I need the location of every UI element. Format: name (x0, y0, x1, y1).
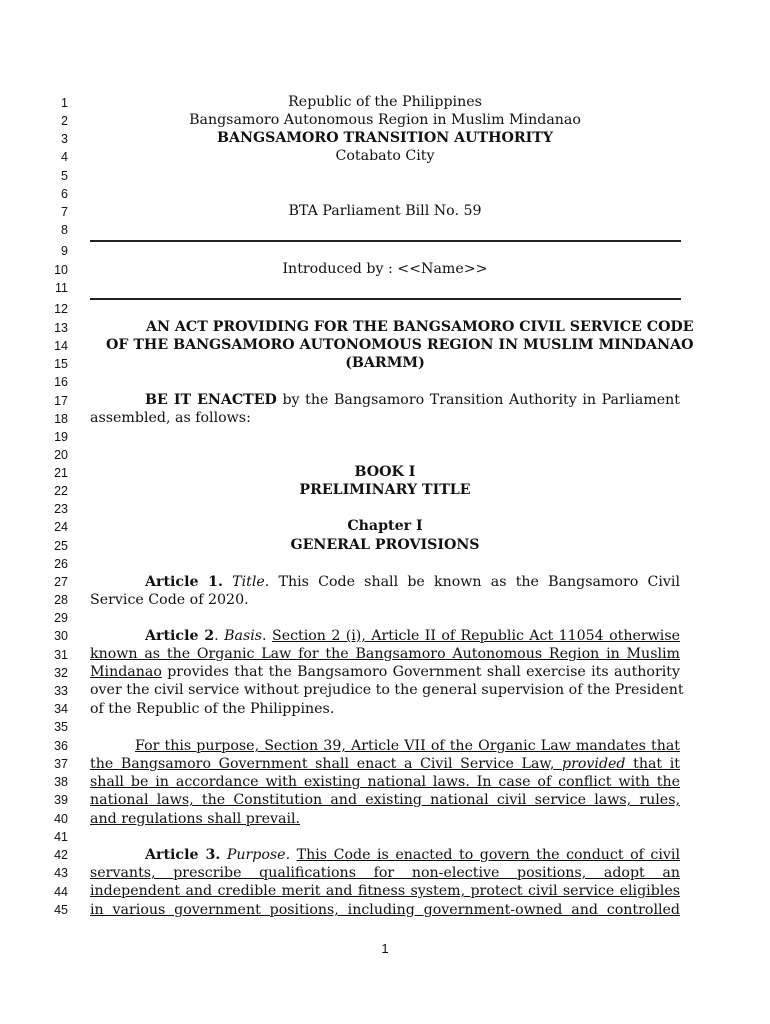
line-number: 35 (54, 720, 68, 734)
article3-line3: independent and credible merit and fitness system, protect civil service eligibles (90, 883, 680, 899)
line-number: 27 (54, 575, 68, 589)
article2-line4: over the civil service without prejudice to the general supervision of the President (90, 682, 684, 698)
line-number: 15 (54, 357, 68, 371)
line-number: 22 (54, 484, 68, 498)
article3-heading: Purpose. (226, 847, 291, 863)
article2-para2-line2 (90, 755, 680, 773)
article2-text-1: Section 2 (i), Article II of Republic Act 11054 otherwise (271, 628, 681, 644)
article3-label: Article 3. (145, 847, 221, 863)
article2-text-3u: Mindanao (90, 664, 162, 680)
article3-text-1: This Code is enacted to govern the conduct of civil (296, 847, 681, 863)
line-number: 34 (54, 702, 68, 716)
line-number: 3 (61, 132, 68, 146)
page-number: 1 (381, 941, 389, 956)
article2-para2-text-2a: the Bangsamoro Government shall enact a Civil Service Law, (90, 756, 562, 772)
act-title-line3: (BARMM) (345, 355, 425, 371)
article1-line2: Service Code of 2020. (90, 592, 249, 608)
line-number: 37 (54, 757, 68, 771)
article3-line2: servants, prescribe qualifications for non-elective positions, adopt an (90, 865, 680, 881)
line-number: 30 (54, 629, 68, 643)
line-number: 29 (54, 611, 68, 625)
line-number: 11 (55, 281, 68, 295)
line-number: 18 (54, 412, 68, 426)
line-number: 19 (54, 430, 68, 444)
article2-line5: of the Republic of the Philippines. (90, 701, 335, 717)
act-title-line2: OF THE BANGSAMORO AUTONOMOUS REGION IN MUSLIM MINDANAO (106, 337, 694, 353)
header-authority: BANGSAMORO TRANSITION AUTHORITY (217, 130, 553, 146)
article1-line1 (145, 573, 680, 591)
article2-para2-line4: national laws, the Constitution and existing national civil service laws, rules, (90, 792, 680, 808)
line-number: 23 (54, 502, 68, 516)
article2-heading: Basis. (224, 628, 267, 644)
act-title-line1: AN ACT PROVIDING FOR THE BANGSAMORO CIVIL SERVICE CODE (146, 319, 694, 335)
line-number: 33 (54, 684, 68, 698)
article3-line4: in various government positions, including government-owned and controlled (90, 902, 680, 918)
line-number: 1 (61, 96, 68, 110)
line-number: 36 (54, 739, 68, 753)
line-number: 7 (61, 205, 68, 219)
article1-heading: Title. (232, 574, 270, 590)
line-number: 21 (54, 466, 68, 480)
line-number: 40 (54, 812, 68, 826)
book-title: PRELIMINARY TITLE (299, 482, 471, 498)
line-number: 9 (61, 244, 68, 258)
article2-label: Article 2 (145, 628, 215, 644)
line-number: 44 (54, 885, 68, 899)
line-number: 12 (54, 302, 68, 316)
chapter-label: Chapter I (347, 518, 423, 534)
header-city: Cotabato City (335, 148, 435, 164)
article2-para2-italic: provided (561, 756, 626, 772)
line-number: 2 (61, 114, 68, 128)
line-number: 26 (54, 557, 68, 571)
line-number: 4 (61, 150, 68, 164)
line-number: 20 (54, 448, 68, 462)
book-label: BOOK I (354, 464, 416, 480)
line-number: 17 (54, 394, 68, 408)
introduced-by: Introduced by : <<Name>> (282, 261, 488, 277)
article2-para2-line3: shall be in accordance with existing national laws. In case of conflict with the (90, 774, 680, 790)
line-number: 32 (54, 666, 68, 680)
line-number: 25 (54, 539, 68, 553)
chapter-title: GENERAL PROVISIONS (290, 537, 480, 553)
article2-line2: known as the Organic Law for the Bangsamoro Autonomous Region in Muslim (90, 646, 680, 662)
line-number: 39 (54, 793, 68, 807)
line-number: 14 (54, 339, 68, 353)
enacting-rest: by the Bangsamoro Transition Authority in Parliament (276, 392, 681, 408)
article2-para2-text-2b: that it (625, 756, 680, 772)
article2-para2-line1: For this purpose, Section 39, Article VII of the Organic Law mandates that (135, 738, 680, 754)
article1-label: Article 1. (145, 574, 223, 590)
line-number: 6 (61, 187, 68, 201)
divider-bottom (90, 298, 681, 300)
article2-line1 (145, 627, 680, 645)
enacting-clause-line2: assembled, as follows: (90, 410, 251, 426)
line-number: 45 (54, 903, 68, 917)
line-number: 42 (54, 848, 68, 862)
line-number: 41 (54, 830, 68, 844)
article3-line1 (145, 846, 680, 864)
header-region: Bangsamoro Autonomous Region in Muslim Mindanao (189, 112, 581, 128)
article2-dot: . (214, 628, 225, 644)
line-number: 8 (61, 223, 68, 237)
article1-text: This Code shall be known as the Bangsamoro Civil (269, 574, 680, 590)
bill-number: BTA Parliament Bill No. 59 (288, 203, 482, 219)
article2-text-3: provides that the Bangsamoro Government shall exercise its authority (161, 664, 680, 680)
enacting-clause-line1 (145, 391, 680, 409)
line-number: 31 (54, 648, 68, 662)
divider-top (90, 240, 681, 242)
header-republic: Republic of the Philippines (288, 94, 482, 110)
line-number: 38 (54, 775, 68, 789)
enacting-bold: BE IT ENACTED (145, 392, 277, 408)
line-number: 5 (61, 169, 68, 183)
article2-line3 (90, 663, 680, 681)
line-number: 43 (54, 866, 68, 880)
line-number: 13 (54, 321, 68, 335)
line-number: 24 (54, 520, 68, 534)
line-number: 28 (54, 593, 68, 607)
line-number: 10 (54, 263, 68, 277)
line-number: 16 (54, 375, 68, 389)
article2-para2-line5: and regulations shall prevail. (90, 811, 301, 827)
